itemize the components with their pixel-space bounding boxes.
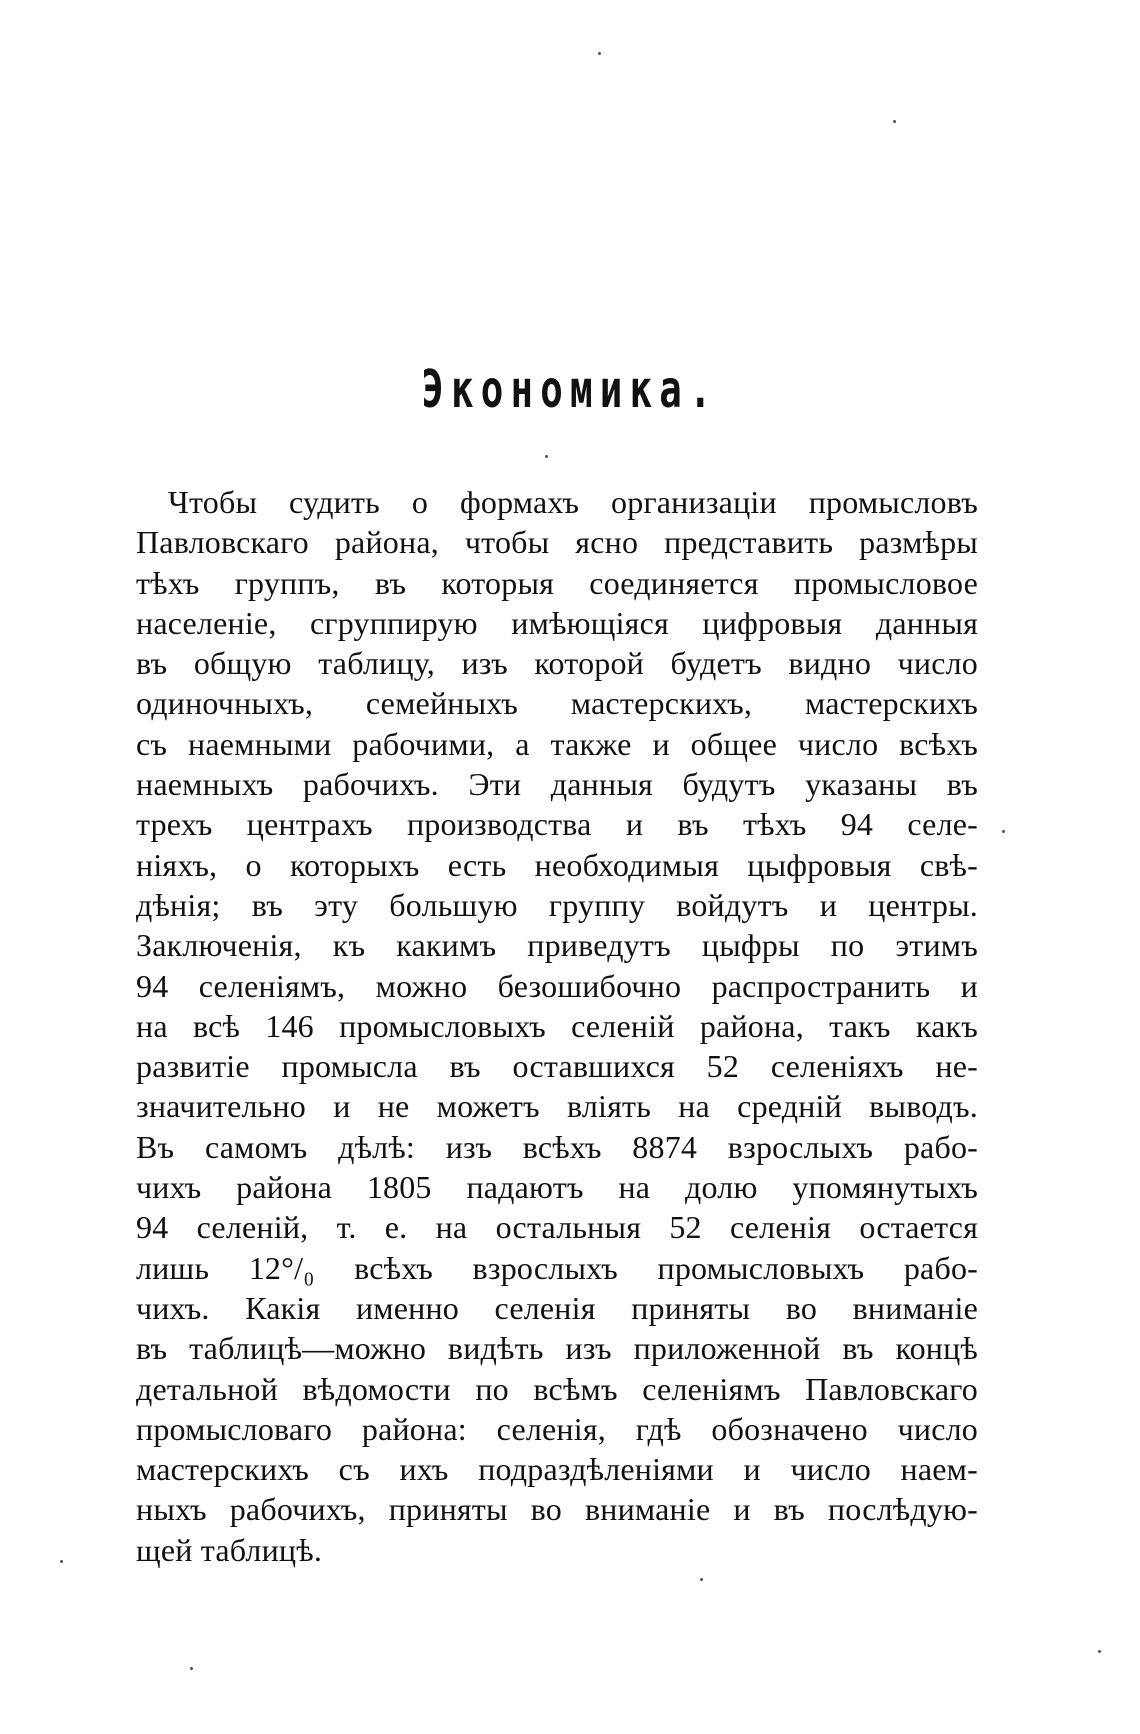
text-line: детальной вѣдомости по всѣмъ селеніямъ Павловскаго (136, 1370, 978, 1407)
text-line: развитіе промысла въ оставшихся 52 селеніяхъ не- (136, 1048, 978, 1085)
text-line: ныхъ рабочихъ, приняты во вниманіе и въ послѣдую- (136, 1491, 978, 1528)
text-line: дѣнія; въ эту большую группу войдутъ и центры. (136, 886, 978, 923)
text-line: лишь 12°/₀ всѣхъ взрослыхъ промысловыхъ рабо- (136, 1249, 978, 1286)
text-line: населеніе, сгруппирую имѣющіяся цифровыя данныя (136, 604, 978, 641)
text-line: чихъ. Какія именно селенія приняты во вниманіе (136, 1289, 978, 1326)
text-line: 94 селеніямъ, можно безошибочно распространить и (136, 967, 978, 1004)
text-line: мастерскихъ съ ихъ подраздѣленіями и число наем- (136, 1451, 978, 1488)
text-line: наемныхъ рабочихъ. Эти данныя будутъ указаны въ (136, 766, 978, 803)
text-line: Чтобы судить о формахъ организаціи промысловъ (168, 484, 978, 520)
text-line: въ общую таблицу, изъ которой будетъ видно число (136, 645, 978, 682)
text-line: значительно и не можетъ вліять на средній выводъ. (136, 1088, 978, 1125)
text-line: чихъ района 1805 падаютъ на долю упомянутыхъ (136, 1169, 978, 1206)
scan-speck (893, 120, 896, 123)
text-line: Заключенія, къ какимъ приведутъ цыфры по этимъ (136, 927, 978, 964)
page-title: Экономика. (421, 360, 719, 420)
body-paragraph (136, 482, 978, 1570)
text-line: Въ самомъ дѣлѣ: изъ всѣхъ 8874 взрослыхъ рабо- (136, 1128, 978, 1165)
scan-speck (598, 52, 601, 55)
text-line: ніяхъ, о которыхъ есть необходимыя цыфровыя свѣ- (136, 846, 978, 883)
scan-speck (700, 1578, 703, 1581)
scan-speck (1002, 830, 1005, 833)
scan-speck (545, 455, 548, 458)
scan-speck (190, 1667, 193, 1670)
text-line: 94 селеній, т. е. на остальныя 52 селенія остается (136, 1209, 978, 1246)
text-line: съ наемными рабочими, а также и общее число всѣхъ (136, 725, 978, 762)
text-line: тѣхъ группъ, въ которыя соединяется промысловое (136, 564, 978, 601)
scan-speck (1098, 1650, 1101, 1653)
text-line: на всѣ 146 промысловыхъ селеній района, такъ какъ (136, 1007, 978, 1044)
scan-speck (60, 1560, 63, 1563)
text-line: трехъ центрахъ производства и въ тѣхъ 94 селе- (136, 806, 978, 843)
text-line: промысловаго района: селенія, гдѣ обозначено число (136, 1410, 978, 1447)
text-line: одиночныхъ, семейныхъ мастерскихъ, мастерскихъ (136, 685, 978, 722)
text-line: щей таблицѣ. (136, 1531, 323, 1568)
text-line: въ таблицѣ—можно видѣть изъ приложенной въ концѣ (136, 1330, 978, 1367)
text-line: Павловскаго района, чтобы ясно представить размѣры (136, 524, 978, 561)
